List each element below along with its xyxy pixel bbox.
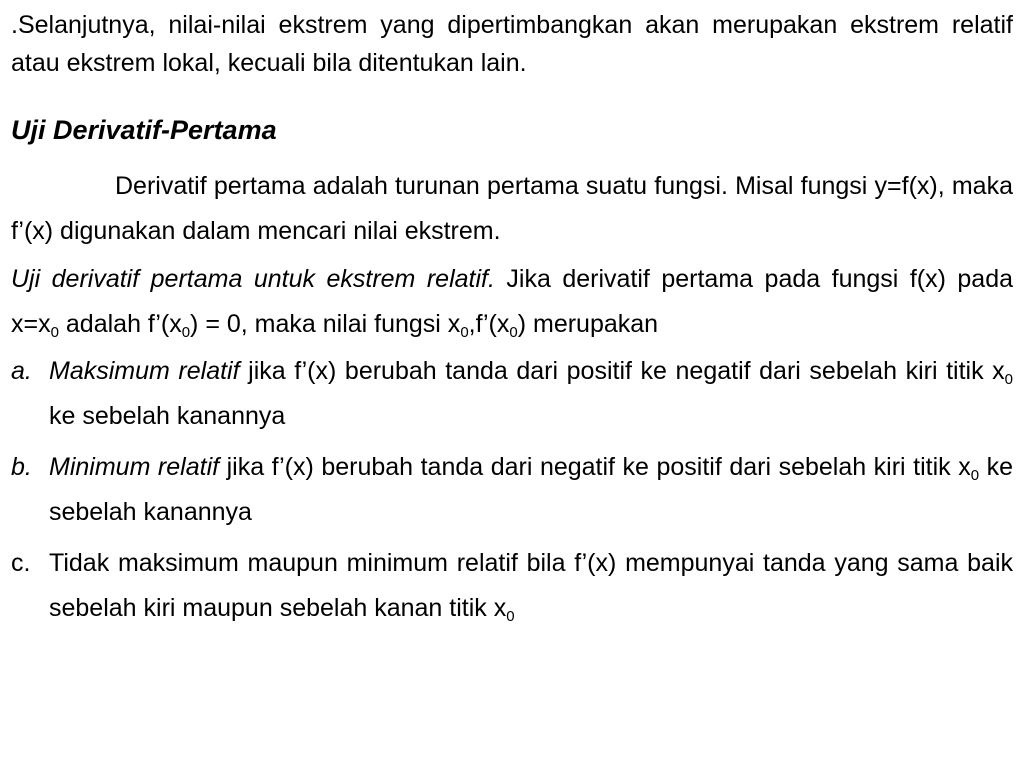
list-marker: c. [11, 549, 31, 577]
test-text-part-4: ,f’(x [468, 310, 510, 338]
definition-text: Derivatif pertama adalah turunan pertama suatu fungsi. Misal fungsi y=f(x), maka f’(x) digunakan dalam mencari nilai ekstrem. [11, 172, 1013, 245]
list-marker: b. [11, 453, 32, 481]
test-text-part-5: ) merupakan [517, 310, 659, 338]
list-item-term: Maksimum relatif [49, 357, 240, 385]
subscript-zero: 0 [181, 324, 191, 341]
subscript-zero: 0 [509, 324, 518, 341]
list-item-maximum [11, 349, 1013, 439]
list-item-body: Tidak maksimum maupun minimum relatif bila f’(x) mempunyai tanda yang sama baik sebelah kiri maupun sebelah kanan titik x [49, 549, 1013, 622]
test-title: Uji derivatif pertama untuk ekstrem relatif. [11, 265, 495, 293]
section-heading: Uji Derivatif-Pertama [11, 115, 277, 145]
list-item-body: jika f’(x) berubah tanda dari negatif ke positif dari sebelah kiri titik x [219, 453, 971, 481]
list-item-text [49, 349, 1013, 439]
list-marker: a. [11, 357, 32, 385]
list-item-text [49, 541, 1013, 631]
list-item-body: jika f’(x) berubah tanda dari positif ke negatif dari sebelah kiri titik x [239, 357, 1005, 385]
list-item-minimum [11, 445, 1013, 535]
definition-paragraph [11, 164, 1013, 254]
document-page [11, 0, 1013, 631]
test-text-part-3: ) = 0, maka nilai fungsi x [190, 310, 461, 338]
list-item-tail: ke sebelah kanannya [49, 453, 1013, 526]
list-item-tail: ke sebelah kanannya [49, 402, 286, 430]
test-text-part-2: adalah f’(x [58, 310, 182, 338]
list-item-neither [11, 541, 1013, 631]
subscript-zero: 0 [1004, 371, 1014, 388]
list-item-text [49, 445, 1013, 535]
first-derivative-test-paragraph [11, 257, 1013, 347]
list-item-term: Minimum relatif [49, 453, 220, 481]
test-text-part-1: Jika derivatif pertama pada fungsi f(x) pada x=x [11, 265, 1014, 338]
subscript-zero: 0 [506, 608, 515, 625]
subscript-zero: 0 [460, 324, 469, 341]
intro-paragraph: .Selanjutnya, nilai-nilai ekstrem yang dipertimbangkan akan merupakan ekstrem relatif atau ekstrem lokal, kecuali bila ditentukan lain. [11, 11, 1013, 77]
subscript-zero: 0 [50, 324, 59, 341]
subscript-zero: 0 [970, 467, 980, 484]
